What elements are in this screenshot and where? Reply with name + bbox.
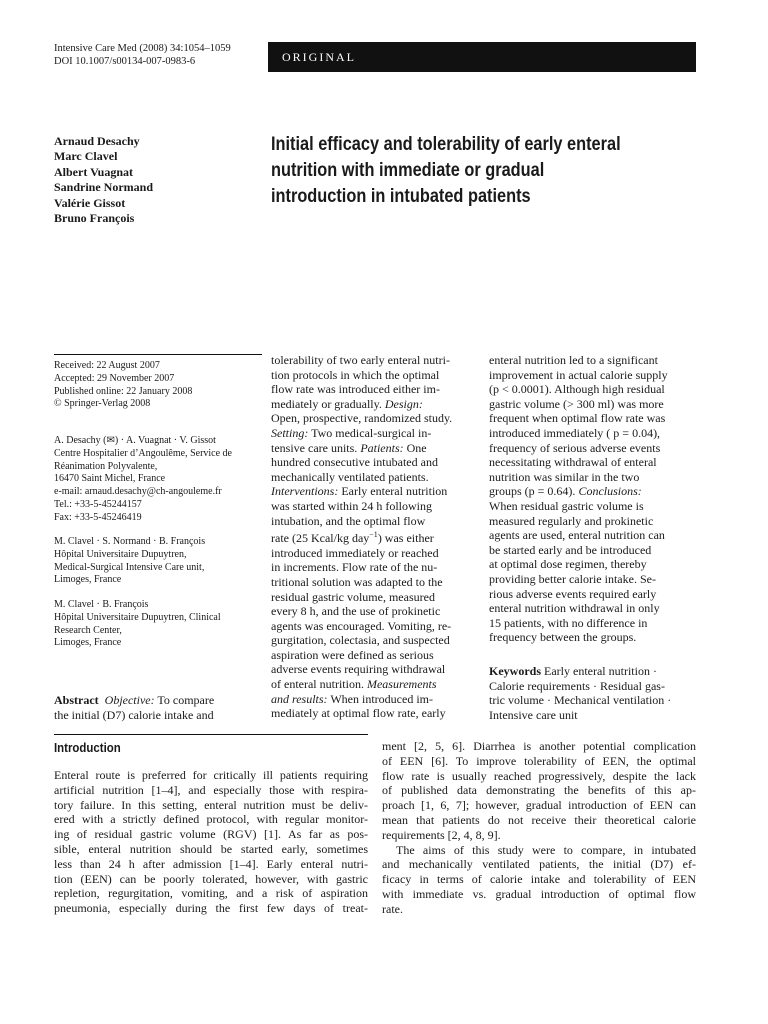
affiliation-line: Medical-Surgical Intensive Care unit, [54, 561, 205, 573]
article-type-banner: ORIGINAL [268, 42, 696, 72]
affiliation-line: Centre Hospitalier d’Angoulême, Service de [54, 447, 232, 459]
abstract-line: When residual gastric volume is [489, 498, 644, 513]
body-line: mean that patients do not receive their theoretical calorie [382, 812, 696, 827]
body-line: sible, enteral nutrition should be started early, sometimes [54, 841, 368, 856]
abstract-line: mediately or gradually. [271, 396, 385, 411]
abstract-line: be started early and be introduced [489, 542, 652, 557]
body-line: and mechanically ventilated patients, the initial (D7) ef- [382, 857, 696, 872]
abstract-line: introduced immediately or reached [271, 545, 439, 560]
abstract-line: in increments. Flow rate of the nu- [271, 560, 438, 575]
results-label: and results: [271, 691, 328, 706]
author-name: Bruno François [54, 211, 135, 226]
author-name: Sandrine Normand [54, 180, 154, 195]
abstract-line: frequent when optimal flow rate was [489, 411, 666, 426]
body-line: tion (EEN) can be poorly tolerated, however, with gastric [54, 871, 368, 886]
body-line: repletion, regurgitation, vomiting, and a risk of aspiration [54, 886, 368, 901]
history-line: © Springer-Verlag 2008 [54, 398, 151, 410]
abstract-line: frequency of serious adverse events [489, 440, 661, 455]
affiliation-line: M. Clavel · S. Normand · B. François [54, 536, 206, 547]
abstract-line: nutrition was similar in the two [489, 469, 640, 484]
body-line: rate. [382, 901, 403, 916]
author-name: Arnaud Desachy [54, 134, 140, 148]
keywords-line: tric volume · Mechanical ventilation · [489, 693, 672, 708]
abstract-line: was started within 24 h following [271, 498, 432, 513]
body-line: tory failure. In this setting, enteral nutrition must be deliv- [54, 797, 368, 812]
affiliation-line: Hôpital Universitaire Dupuytren, Clinical [54, 611, 221, 623]
author-name: Marc Clavel [54, 149, 118, 164]
measurements-label: Measurements [366, 677, 437, 692]
abstract-line: tensive care units. [271, 440, 361, 455]
abstract-line: gastric volume (> 300 ml) was more [489, 396, 664, 411]
body-line: flow rate is usually reached progressively, despite the lack [382, 768, 696, 783]
body-line: ficacy in terms of calorie intake and tolerability of EEN [382, 872, 696, 887]
journal-line: Intensive Care Med (2008) 34:1054–1059 [54, 43, 231, 54]
affiliation-block [54, 599, 268, 650]
abstract-line: of enteral nutrition. [271, 677, 367, 692]
abstract-start [54, 693, 214, 722]
design-label: Design: [384, 396, 423, 411]
history-line: Published online: 22 January 2008 [54, 385, 193, 397]
abstract-text: the initial (D7) calorie intake and [54, 707, 214, 722]
affiliation-block [54, 536, 268, 587]
abstract-line: When introduced im- [327, 691, 433, 706]
affiliation-line: Hôpital Universitaire Dupuytren, [54, 548, 187, 560]
abstract-line: residual gastric volume, measured [271, 589, 435, 604]
body-line: proach [1, 6, 7]; however, gradual introduction of EEN can [382, 798, 696, 813]
abstract-line: groups (p = 0.64). [489, 484, 579, 499]
body-line: ered with a strictly defined protocol, with regular monitor- [54, 812, 368, 827]
section-heading: Introduction [54, 740, 121, 755]
body-line: with immediate vs. gradual introduction of optimal flow [382, 886, 696, 901]
abstract-line: mediately at optimal flow rate, early [271, 706, 446, 721]
doi-line: DOI 10.1007/s00134-007-0983-6 [54, 56, 196, 67]
superscript: −1 [369, 530, 378, 540]
abstract-line: One [403, 440, 427, 455]
affiliation-block [54, 435, 268, 525]
setting-label: Setting: [271, 425, 309, 440]
affiliation-line: Limoges, France [54, 637, 122, 649]
abstract-line: adverse events requiring withdrawal [271, 662, 446, 677]
fax-line: Fax: +33-5-45246419 [54, 511, 142, 523]
abstract-line: mechanically ventilated patients. [271, 469, 429, 484]
abstract-line: gurgitation, colectasia, and suspected [271, 633, 450, 648]
abstract-line: agents was encouraged. Vomiting, re- [271, 618, 452, 633]
body-line: artificial nutrition [1–4], and especially those with respira- [54, 782, 368, 797]
email-line: e-mail: arnaud.desachy@ch-angouleme.fr [54, 486, 222, 498]
body-line: Enteral route is preferred for critically ill patients requiring [54, 768, 368, 782]
article-title [271, 132, 641, 210]
abstract-line: enteral nutrition withdrawal in only [489, 601, 660, 616]
section-rule [54, 734, 368, 735]
abstract-line: rate (25 Kcal/kg day [271, 531, 370, 546]
metadata-rule [54, 354, 262, 355]
abstract-line: rious adverse events required early [489, 586, 657, 601]
keywords [489, 664, 671, 722]
title-line: introduction in intubated patients [271, 186, 531, 207]
author-name: Valérie Gissot [54, 195, 126, 210]
body-line: requirements [2, 4, 8, 9]. [382, 827, 501, 842]
abstract-line: introduced immediately ( p = 0.04), [489, 425, 661, 440]
abstract-line: Early enteral nutrition [338, 484, 448, 499]
keywords-line: Early enteral nutrition · [541, 664, 657, 678]
body-line: ment [2, 5, 6]. Diarrhea is another potential complication [382, 739, 696, 753]
conclusions-label: Conclusions: [578, 484, 642, 499]
abstract-line: 15 patients, with no difference in [489, 615, 648, 630]
abstract-line: tion protocols in which the optimal [271, 367, 440, 382]
abstract-line: at optimal dose regimen, thereby [489, 557, 647, 572]
abstract-column-3 [489, 353, 668, 645]
abstract-column-2 [271, 353, 452, 721]
intro-right-column [382, 739, 696, 917]
body-line: less than 24 h after admission [1–4]. Early enteral nutri- [54, 856, 368, 871]
abstract-line: every 8 h, and the use of prokinetic [271, 604, 441, 619]
body-line: of published data demonstrating the benefits of this ap- [382, 783, 696, 798]
title-line: nutrition with immediate or gradual [271, 160, 545, 181]
abstract-line: improvement in actual calorie supply [489, 367, 668, 382]
affiliation-line: A. Desachy (✉) · A. Vuagnat · V. Gissot [54, 435, 216, 446]
abstract-line: intubation, and the optimal flow [271, 513, 426, 528]
affiliation-line: Réanimation Polyvalente, [54, 460, 158, 472]
keywords-label: Keywords [489, 664, 541, 678]
patients-label: Patients: [360, 440, 404, 455]
affiliation-line: 16470 Saint Michel, France [54, 473, 166, 485]
abstract-line: Open, prospective, randomized study. [271, 411, 453, 426]
abstract-line: measured regularly and prokinetic [489, 513, 654, 528]
author-name: Albert Vuagnat [54, 164, 134, 179]
abstract-line: hundred consecutive intubated and [271, 455, 438, 470]
intro-left-column [54, 768, 368, 916]
abstract-line: frequency between the groups. [489, 630, 637, 645]
body-line: ing of residual gastric volume (RGV) [1]. As far as pos- [54, 827, 368, 842]
article-history [54, 360, 268, 411]
body-line: of EEN [6]. To improve tolerability of EEN, the optimal [382, 753, 696, 768]
title-line: Initial efficacy and tolerability of early enteral [271, 134, 621, 155]
body-line: pneumonia, especially during the first few days of treat- [54, 901, 368, 916]
abstract-line: ) was either [377, 531, 434, 546]
abstract-label: Abstract [54, 693, 99, 707]
abstract-line: tritional solution was adapted to the [271, 574, 443, 589]
affiliation-line: M. Clavel · B. François [54, 599, 149, 610]
abstract-line: agents are used, enteral nutrition can [489, 528, 665, 543]
keywords-line: Calorie requirements · Residual gas- [489, 678, 665, 693]
abstract-line: tolerability of two early enteral nutri- [271, 353, 450, 367]
journal-citation [54, 42, 231, 68]
abstract-line: Two medical-surgical in- [308, 425, 432, 440]
abstract-line: enteral nutrition led to a significant [489, 353, 658, 367]
body-line: The aims of this study were to compare, in intubated [396, 842, 696, 857]
affiliation-line: Research Center, [54, 624, 122, 636]
abstract-line: aspiration were defined as serious [271, 647, 434, 662]
abstract-line: necessitating withdrawal of enteral [489, 455, 657, 470]
abstract-line: (p < 0.0001). Although high residual [489, 382, 665, 397]
keywords-line: Intensive care unit [489, 707, 578, 722]
history-line: Accepted: 29 November 2007 [54, 372, 175, 384]
author-list [54, 134, 153, 226]
abstract-text: To compare [154, 693, 215, 707]
abstract-line: flow rate was introduced either im- [271, 382, 440, 397]
objective-label: Objective: [104, 693, 155, 707]
phone-line: Tel.: +33-5-45244157 [54, 498, 142, 510]
abstract-line: providing better calorie intake. Se- [489, 571, 656, 586]
affiliation-line: Limoges, France [54, 574, 122, 586]
history-line: Received: 22 August 2007 [54, 360, 160, 371]
interventions-label: Interventions: [271, 484, 339, 499]
